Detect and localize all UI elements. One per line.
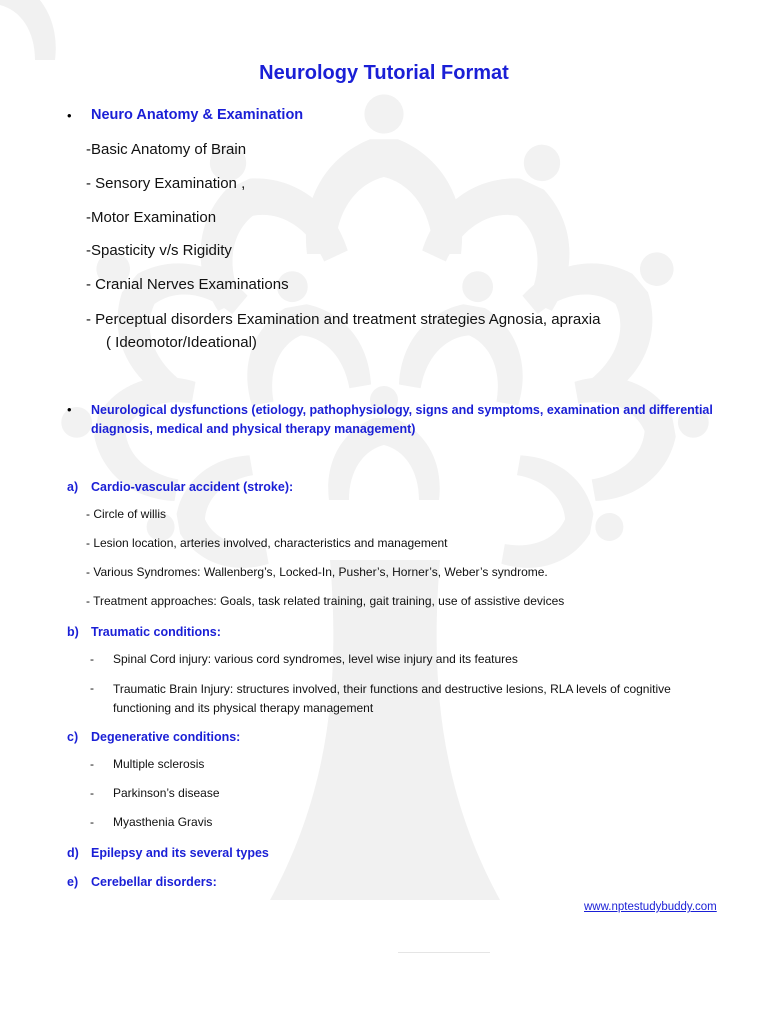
sub-marker-e: e): [67, 875, 79, 889]
section-heading-neurological-dysfunctions: Neurological dysfunctions (etiology, pathophysiology, signs and symptoms, examination and differential diagnosis, medical and physical therapy management): [91, 403, 713, 436]
list-item: Parkinson’s disease: [113, 786, 220, 800]
list-item: - Lesion location, arteries involved, characteristics and management: [86, 536, 448, 550]
list-item: Myasthenia Gravis: [113, 815, 213, 829]
sub-marker-c: c): [67, 730, 79, 744]
bullet-icon: •: [67, 108, 72, 123]
list-item: - Cranial Nerves Examinations: [86, 276, 289, 293]
sub-marker-b: b): [67, 625, 79, 639]
list-item: - Perceptual disorders Examination and treatment strategies Agnosia, apraxia: [86, 311, 601, 328]
list-item: Multiple sclerosis: [113, 757, 205, 771]
footer-divider: [398, 952, 490, 953]
list-item-continuation: ( Ideomotor/Ideational): [106, 334, 257, 351]
section-heading-neuro-anatomy: Neuro Anatomy & Examination: [91, 107, 304, 123]
dash-marker: -: [90, 681, 94, 695]
dash-marker: -: [90, 757, 94, 771]
list-item: -Motor Examination: [86, 209, 217, 226]
footer-website-link[interactable]: www.nptestudybuddy.com: [584, 901, 717, 913]
dash-marker: -: [90, 652, 94, 666]
list-item: Traumatic Brain Injury: structures involved, their functions and destructive lesions, RLA levels of cognitive functioning and its physical therapy management: [113, 682, 671, 715]
list-item: - Treatment approaches: Goals, task related training, gait training, use of assistive devices: [86, 594, 565, 608]
sub-marker-d: d): [67, 846, 79, 860]
list-item: - Various Syndromes: Wallenberg’s, Locked-In, Pusher’s, Horner’s, Weber’s syndrome.: [86, 565, 548, 579]
sub-heading-epilepsy: Epilepsy and its several types: [91, 846, 269, 860]
list-item: Spinal Cord injury: various cord syndromes, level wise injury and its features: [113, 652, 518, 666]
page-title: Neurology Tutorial Format: [259, 62, 509, 84]
sub-heading-cerebellar: Cerebellar disorders:: [91, 875, 217, 889]
list-item: - Sensory Examination ,: [86, 175, 246, 192]
sub-heading-stroke: Cardio-vascular accident (stroke):: [91, 480, 294, 494]
dash-marker: -: [90, 815, 94, 829]
dash-marker: -: [90, 786, 94, 800]
list-item: -Spasticity v/s Rigidity: [86, 242, 232, 259]
sub-heading-degenerative: Degenerative conditions:: [91, 730, 241, 744]
sub-heading-traumatic: Traumatic conditions:: [91, 625, 221, 639]
bullet-icon: •: [67, 402, 72, 417]
list-item: -Basic Anatomy of Brain: [86, 141, 247, 158]
list-item: - Circle of willis: [86, 507, 167, 521]
sub-marker-a: a): [67, 480, 79, 494]
